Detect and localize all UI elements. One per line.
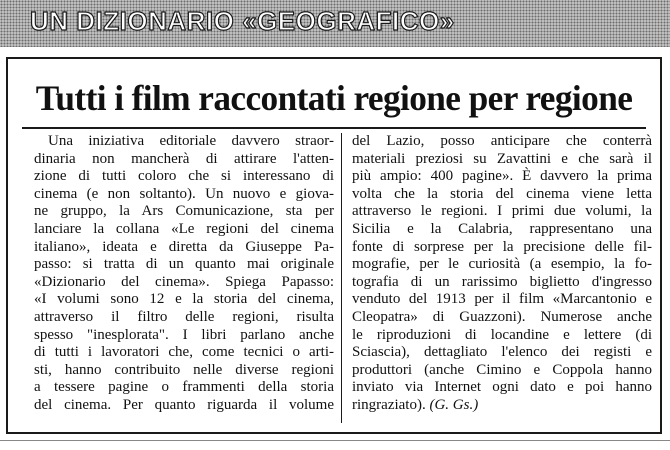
text-line: «I volumi sono 12 e la storia del cinema, <box>34 291 334 308</box>
text-line: passo: si tratta di un quanto mai originale <box>34 256 334 273</box>
text-line: attraverso il filtro delle regioni, risulta <box>34 308 334 325</box>
headline-rule <box>22 127 646 129</box>
kicker-title: UN DIZIONARIO «GEOGRAFICO» <box>30 6 455 36</box>
text-line: le riproduzioni di locandine e lettere (di <box>352 326 652 343</box>
article-box <box>6 57 662 434</box>
text-line: attraverso le regioni. I primi due volumi, la <box>352 203 652 220</box>
page-bottom-rule <box>0 440 670 441</box>
text-line: più ampio: 400 pagine». È davvero la prima <box>352 168 652 185</box>
text-line: mografie, per le curiosità (a esempio, la fo- <box>352 256 652 273</box>
text-line: del Lazio, posso anticipare che conterrà <box>352 133 652 149</box>
text-line: di tutti i lavoratori che, come tecnici o arti- <box>34 344 334 361</box>
text-line: Una iniziativa editoriale davvero straor- <box>48 133 334 149</box>
text-line: fonte di sorprese per la precisione delle fil- <box>352 238 652 255</box>
text-line: «Dizionario del cinema». Spiega Papasso: <box>34 273 334 290</box>
text-line: cinema (e non soltanto). Un nuovo e giova- <box>34 185 334 202</box>
text-line: dinaria non mancherà di attirare l'atten- <box>34 150 334 167</box>
text-line: sti, hanno contribuito nelle diverse regioni <box>34 361 334 378</box>
text-line: ringraziato). <box>352 396 426 413</box>
author-signature: (G. Gs.) <box>429 396 479 413</box>
text-line: lanciare la collana «Le regioni del cinema <box>34 220 334 237</box>
text-line: ne gruppo, la Ars Comunicazione, sta per <box>34 203 334 220</box>
text-line: produttori (anche Cimino e Coppola hanno <box>352 361 652 378</box>
text-line: venduto del 1913 per il film «Marcantonio e <box>352 291 652 308</box>
column-divider <box>341 133 342 423</box>
text-line: tografia di un rarissimo biglietto d'ingresso <box>352 273 652 290</box>
text-line: inviato via Internet ogni dato e poi hanno <box>352 379 652 396</box>
column-right <box>352 133 652 415</box>
text-line: Sicilia e la Calabria, rappresentano una <box>352 220 652 237</box>
text-line: volta che la storia del cinema viene letta <box>352 185 652 202</box>
text-line: Cleopatra» di Guazzoni). Numerose anche <box>352 308 652 325</box>
column-left <box>34 133 334 415</box>
text-line: Sciascia), dettagliato l'elenco dei registi e <box>352 344 652 361</box>
text-line: spesso "inesplorata". I libri parlano anche <box>34 326 334 343</box>
text-line: zione di tutti coloro che si interessano di <box>34 168 334 185</box>
text-line: a tessere pagine o frammenti della storia <box>34 379 334 396</box>
headline: Tutti i film raccontati regione per regione <box>35 78 633 118</box>
kicker-banner <box>0 0 670 47</box>
text-line: del cinema. Per quanto riguarda il volume <box>34 396 334 413</box>
text-line-last <box>352 397 652 415</box>
text-line: italiano», ideata e diretta da Giuseppe Pa- <box>34 238 334 255</box>
text-line: materiali preziosi su Zavattini e che sarà il <box>352 150 652 167</box>
